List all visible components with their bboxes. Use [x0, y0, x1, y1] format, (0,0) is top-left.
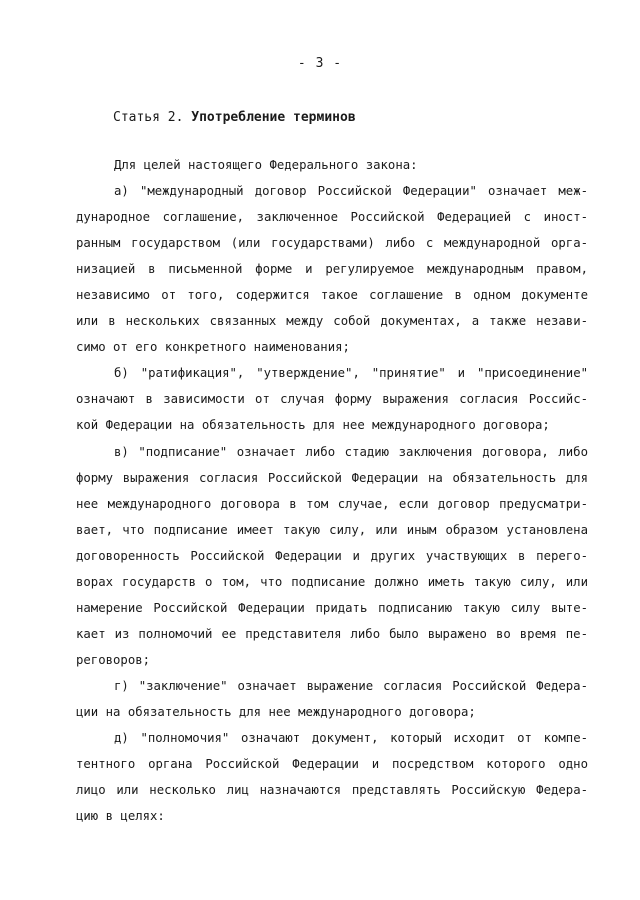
text-line: г) "заключение" означает выражение согласия Российской Федера-: [114, 678, 588, 693]
article-heading: [113, 110, 356, 125]
text-line: вает, что подписание имеет такую силу, или иным образом установлена: [76, 522, 588, 537]
text-line: договоренность Российской Федерации и других участвующих в перего-: [76, 548, 588, 563]
article-title: Употребление терминов: [191, 110, 356, 125]
text-line: б) "ратификация", "утверждение", "принятие" и "присоединение": [114, 366, 588, 381]
text-line: дународное соглашение, заключенное Российской Федерацией с иност-: [76, 210, 588, 225]
text-line: кает из полномочий ее представителя либо было выражено во время пе-: [76, 626, 588, 641]
text-line: кой Федерации на обязательность для нее международного договора;: [76, 418, 550, 433]
text-line: ворах государств о том, что подписание должно иметь такую силу, или: [76, 574, 588, 589]
page-number: - 3 -: [297, 56, 343, 71]
text-line: Для целей настоящего Федерального закона:: [114, 158, 418, 172]
text-line: ции на обязательность для нее международного договора;: [76, 704, 476, 719]
text-line: нее международного договора в том случае, если договор предусматри-: [76, 496, 588, 511]
article-number: Статья 2.: [113, 110, 184, 125]
text-line: ранным государством (или государствами) либо с международной орга-: [76, 236, 588, 251]
text-line: цию в целях:: [76, 809, 165, 824]
text-line: лицо или несколько лиц назначаются представлять Российскую Федера-: [76, 783, 588, 798]
text-line: форму выражения согласия Российской Федерации на обязательность для: [76, 470, 588, 485]
text-line: или в нескольких связанных между собой документах, а также незави-: [76, 314, 588, 329]
article-body: [76, 152, 588, 829]
text-line: низацией в письменной форме и регулируемое международным правом,: [76, 262, 588, 277]
text-line: реговоров;: [76, 652, 151, 667]
text-line: в) "подписание" означает либо стадию заключения договора, либо: [114, 444, 588, 459]
text-line: независимо от того, содержится такое соглашение в одном документе: [76, 288, 588, 303]
text-line: тентного органа Российской Федерации и посредством которого одно: [76, 757, 588, 772]
text-line: означают в зависимости от случая форму выражения согласия Российс-: [76, 392, 588, 407]
text-line: а) "международный договор Российской Федерации" означает меж-: [114, 184, 588, 199]
text-line: д) "полномочия" означают документ, который исходит от компе-: [114, 731, 588, 746]
text-line: намерение Российской Федерации придать подписанию такую силу выте-: [76, 600, 588, 615]
text-line: симо от его конкретного наименования;: [76, 340, 350, 355]
